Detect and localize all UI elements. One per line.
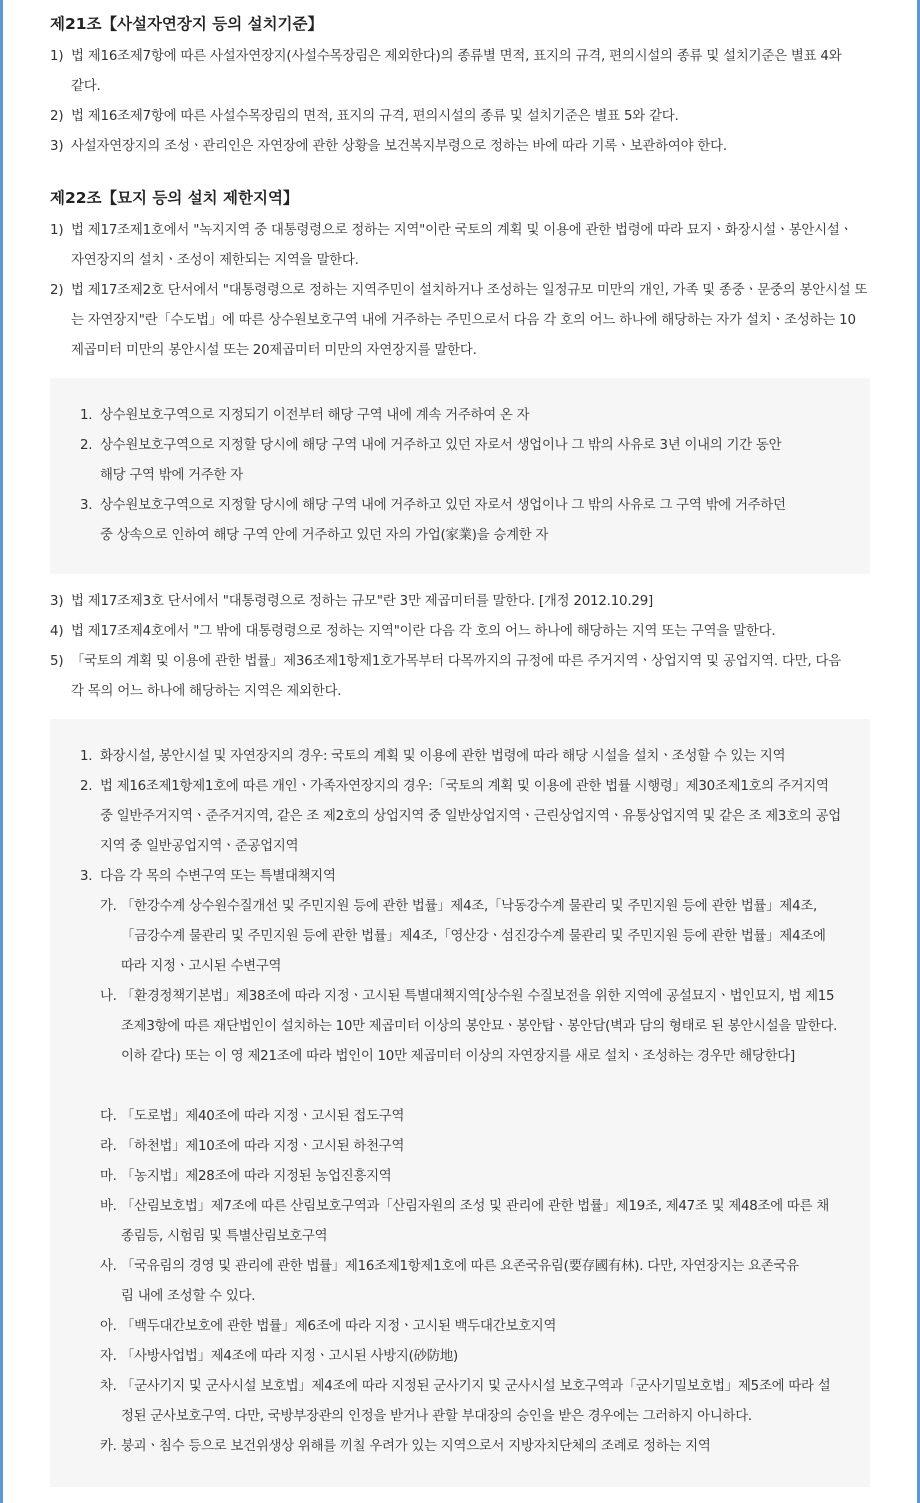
clause bbox=[50, 647, 850, 707]
sub-sub-item bbox=[100, 1102, 845, 1132]
clause bbox=[50, 42, 850, 102]
item-text: 「하천법」제10조에 따라 지정ㆍ고시된 하천구역 bbox=[121, 1139, 405, 1154]
clause bbox=[50, 132, 850, 162]
item-number: 3. bbox=[80, 498, 93, 513]
item-number: 가. bbox=[100, 899, 117, 914]
article-21-item bbox=[50, 42, 850, 102]
item-number: 나. bbox=[100, 989, 117, 1004]
article-21-item bbox=[50, 102, 850, 132]
article-22 bbox=[50, 188, 870, 208]
clause-text: 법 제17조제3호 단서에서 "대통령령으로 정하는 규모"란 3만 제곱미터를 말한다. [개정 2012.10.29] bbox=[71, 594, 654, 609]
item-number: 카. bbox=[100, 1439, 117, 1454]
sub-list-item bbox=[80, 742, 845, 772]
clause-text: 법 제16조제7항에 따른 사설자연장지(사설수목장림은 제외한다)의 종류별 면적, 표지의 규격, 편의시설의 종류 및 설치기준은 별표 4와 같다. bbox=[71, 49, 842, 94]
item-text: 「산림보호법」제7조에 따른 산림보호구역과「산림자원의 조성 및 관리에 관한 법률」제19조, 제47조 및 제48조에 따른 채종림등, 시험림 및 특별산림보호구역 bbox=[121, 1199, 829, 1244]
item-text: 상수원보호구역으로 지정되기 이전부터 해당 구역 내에 계속 거주하여 온 자 bbox=[100, 408, 530, 423]
clause-number: 4) bbox=[50, 624, 64, 639]
sub-sub-item bbox=[100, 1132, 845, 1162]
clause-text: 법 제17조제4호에서 "그 밖에 대통령령으로 정하는 지역"이란 다음 각 호의 어느 하나에 해당하는 지역 또는 구역을 말한다. bbox=[71, 624, 776, 639]
item-text: 다음 각 목의 수변구역 또는 특별대책지역 bbox=[100, 869, 336, 884]
clause bbox=[50, 617, 860, 647]
item-text: 「군사기지 및 군사시설 보호법」제4조에 따라 지정된 군사기지 및 군사시설 보호구역과「군사기밀보호법」제5조에 따라 설정된 군사보호구역. 다만, 국방부장관의 인정을 받거나 관할 부대장의 승인을 받은 경우에는 그러하지 아니하다. bbox=[121, 1379, 831, 1424]
clause-text: 사설자연장지의 조성ㆍ관리인은 자연장에 관한 상황을 보건복지부령으로 정하는 바에 따라 기록ㆍ보관하여야 한다. bbox=[71, 139, 727, 154]
sub-list-item bbox=[80, 401, 795, 431]
item-number: 1. bbox=[80, 408, 93, 423]
sub-sub-item bbox=[100, 1342, 845, 1372]
item-number: 사. bbox=[100, 1259, 117, 1274]
item-number: 2. bbox=[80, 779, 93, 794]
article-22-item bbox=[50, 617, 860, 647]
item-text: 법 제16조제1항제1호에 따른 개인ㆍ가족자연장지의 경우:「국토의 계획 및 이용에 관한 법률 시행령」제30조제1호의 주거지역 중 일반주거지역ㆍ준주거지역, 같은 조 제2호의 상업지역 중 일반상업지역ㆍ근린상업지역ㆍ유통상업지역 및 같은 조 제3호의 공업지역 중 일반공업지역ㆍ준공업지역 bbox=[100, 779, 841, 854]
item-number: 바. bbox=[100, 1199, 117, 1214]
item-number: 라. bbox=[100, 1139, 117, 1154]
item-text: 「한강수계 상수원수질개선 및 주민지원 등에 관한 법률」제4조,「낙동강수계 물관리 및 주민지원 등에 관한 법률」제4조,「금강수계 물관리 및 주민지원 등에 관한 법률」제4조,「영산강ㆍ섬진강수계 물관리 및 주민지원 등에 관한 법률」제4조에 따라 지정ㆍ고시된 수변구역 bbox=[121, 899, 826, 974]
clause bbox=[50, 216, 865, 276]
sub-list-box bbox=[50, 378, 870, 574]
item-text: 「환경정책기본법」제38조에 따라 지정ㆍ고시된 특별대책지역[상수원 수질보전을 위한 지역에 공설묘지ㆍ법인묘지, 법 제15조제3항에 따른 재단법인이 설치하는 10만 제곱미터 이상의 봉안묘ㆍ봉안탑ㆍ봉안담(벽과 담의 형태로 된 봉안시설을 말한다. 이하 같다) 또는 이 영 제21조에 따라 법인이 10만 제곱미터 이상의 자연장지를 새로 설치ㆍ조성하는 경우만 해당한다] bbox=[121, 989, 838, 1064]
item-number: 차. bbox=[100, 1379, 117, 1394]
sub-list-item bbox=[80, 862, 845, 892]
item-number: 아. bbox=[100, 1319, 117, 1334]
sub-sub-item bbox=[100, 1432, 845, 1462]
clause bbox=[50, 587, 850, 617]
item-text: 「국유림의 경영 및 관리에 관한 법률」제16조제1항제1호에 따른 요존국유림(要存國有林). 다만, 자연장지는 요존국유림 내에 조성할 수 있다. bbox=[121, 1259, 799, 1304]
article-21-item bbox=[50, 132, 850, 162]
clause-number: 3) bbox=[50, 139, 64, 154]
item-number: 자. bbox=[100, 1349, 117, 1364]
sub-sub-item bbox=[100, 892, 830, 982]
item-text: 상수원보호구역으로 지정할 당시에 해당 구역 내에 거주하고 있던 자로서 생업이나 그 밖의 사유로 그 구역 밖에 거주하던 중 상속으로 인하여 해당 구역 안에 거주하고 있던 자의 가업(家業)을 승계한 자 bbox=[100, 498, 786, 543]
exclusion-list-box bbox=[50, 719, 870, 1487]
sub-list-item bbox=[80, 772, 845, 862]
item-text: 「도로법」제40조에 따라 지정ㆍ고시된 접도구역 bbox=[121, 1109, 405, 1124]
item-number: 2. bbox=[80, 438, 93, 453]
sub-sub-item bbox=[100, 1252, 800, 1312]
article-22-item bbox=[50, 276, 868, 366]
sub-sub-item bbox=[100, 1372, 840, 1432]
sub-sub-item bbox=[100, 982, 845, 1072]
clause-text: 「국토의 계획 및 이용에 관한 법률」제36조제1항제1호가목부터 다목까지의 규정에 따른 주거지역ㆍ상업지역 및 공업지역. 다만, 다음 각 목의 어느 하나에 해당하는 지역은 제외한다. bbox=[71, 654, 842, 699]
clause-text: 법 제17조제1호에서 "녹지지역 중 대통령령으로 정하는 지역"이란 국토의 계획 및 이용에 관한 법령에 따라 묘지ㆍ화장시설ㆍ봉안시설ㆍ자연장지의 설치ㆍ조성이 제한되는 지역을 말한다. bbox=[71, 223, 853, 268]
item-text: 붕괴ㆍ침수 등으로 보건위생상 위해를 끼칠 우려가 있는 지역으로서 지방자치단체의 조례로 정하는 지역 bbox=[121, 1439, 711, 1454]
item-number: 마. bbox=[100, 1169, 117, 1184]
article-22-item bbox=[50, 216, 865, 276]
item-number: 3. bbox=[80, 869, 93, 884]
item-number: 다. bbox=[100, 1109, 117, 1124]
article-21-title: 제21조【사설자연장지 등의 설치기준】 bbox=[50, 15, 323, 33]
clause-text: 법 제17조제2호 단서에서 "대통령령으로 정하는 지역주민이 설치하거나 조성하는 일정규모 미만의 개인, 가족 및 종중ㆍ문중의 봉안시설 또는 자연장지"란「수도법」에 따른 상수원보호구역 내에 거주하는 주민으로서 다음 각 호의 어느 하나에 해당하는 자가 설치ㆍ조성하는 10제곱미터 미만의 봉안시설 또는 20제곱미터 미만의 자연장지를 말한다. bbox=[71, 283, 868, 358]
sub-sub-item bbox=[100, 1312, 845, 1342]
clause-number: 3) bbox=[50, 594, 64, 609]
clause-number: 5) bbox=[50, 654, 64, 669]
sub-sub-item bbox=[100, 1192, 830, 1252]
clause-text: 법 제16조제7항에 따른 사설수목장림의 면적, 표지의 규격, 편의시설의 종류 및 설치기준은 별표 5와 같다. bbox=[71, 109, 679, 124]
clause-number: 1) bbox=[50, 223, 64, 238]
item-text: 화장시설, 봉안시설 및 자연장지의 경우: 국토의 계획 및 이용에 관한 법령에 따라 해당 시설을 설치ㆍ조성할 수 있는 지역 bbox=[100, 749, 786, 764]
article-22-title: 제22조【묘지 등의 설치 제한지역】 bbox=[50, 189, 299, 207]
sub-sub-item bbox=[100, 1162, 845, 1192]
item-text: 「백두대간보호에 관한 법률」제6조에 따라 지정ㆍ고시된 백두대간보호지역 bbox=[121, 1319, 557, 1334]
item-text: 「사방사업법」제4조에 따라 지정ㆍ고시된 사방지(砂防地) bbox=[121, 1349, 458, 1364]
clause bbox=[50, 102, 850, 132]
article-21 bbox=[50, 14, 870, 34]
clause-number: 2) bbox=[50, 283, 64, 298]
sub-list-item bbox=[80, 431, 795, 491]
clause bbox=[50, 276, 868, 366]
clause-number: 1) bbox=[50, 49, 64, 64]
item-text: 상수원보호구역으로 지정할 당시에 해당 구역 내에 거주하고 있던 자로서 생업이나 그 밖의 사유로 3년 이내의 기간 동안 해당 구역 밖에 거주한 자 bbox=[100, 438, 782, 483]
sub-list-item bbox=[80, 491, 795, 551]
item-number: 1. bbox=[80, 749, 93, 764]
clause-number: 2) bbox=[50, 109, 64, 124]
item-text: 「농지법」제28조에 따라 지정된 농업진흥지역 bbox=[121, 1169, 392, 1184]
article-22-item bbox=[50, 647, 850, 707]
article-22-item bbox=[50, 587, 850, 617]
